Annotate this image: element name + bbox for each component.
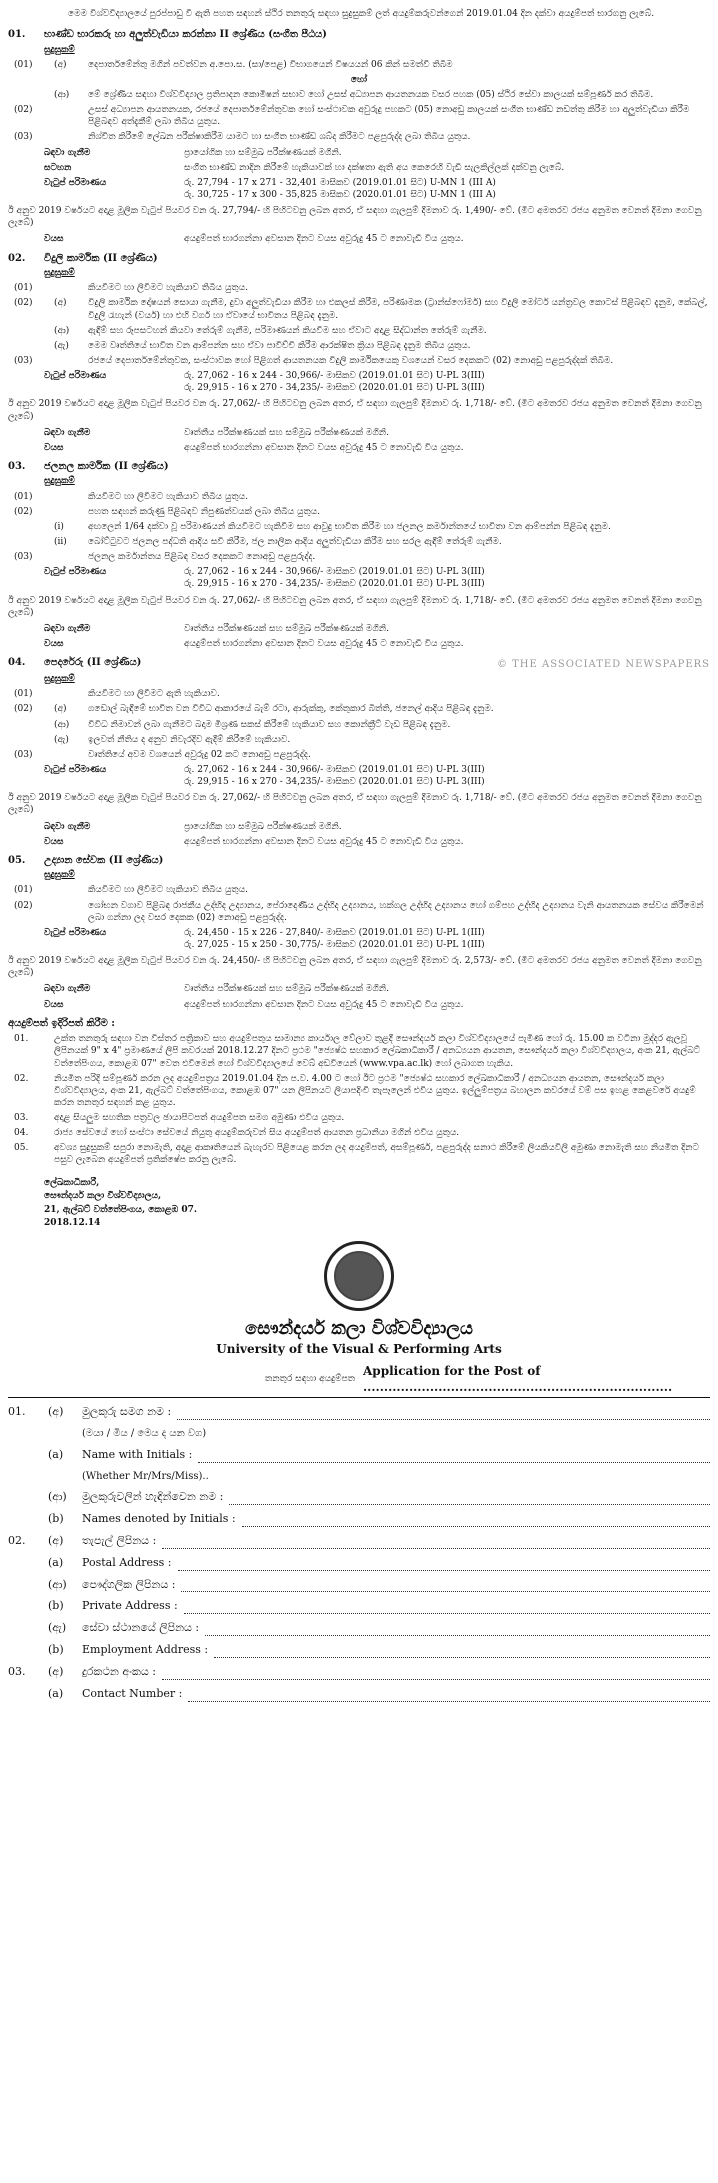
item-number: (03)	[14, 132, 33, 143]
section-heading	[8, 252, 710, 266]
item-text: ශෝභන වගාව පිළිබඳ රාජකීය උද්භිද උද්‍යානය, පේරාදෙණිය උද්භිද උද්‍යානය, හක්ගල උද්භිද උද්‍යානය හෝ ගම්පහ උද්භිද උද්‍යානය වැනි ආයතනයක සේවය කිරීමෙන් ලබා ගන්නා ලද වසර දෙකක (02) නොඅඩු පළපුරුද්ද.	[88, 900, 704, 923]
value-line: වෘත්තීය පරීක්ෂණයක් සහ සම්මුඛ පරීක්ෂණයක් මගිනි.	[184, 623, 389, 634]
form-label: Contact Number :	[82, 1686, 183, 1700]
apply-item	[8, 1073, 710, 1109]
item-number: (03)	[14, 749, 33, 760]
form-field-row	[8, 1534, 710, 1549]
value-line: අයදුම්පත් භාරගන්නා අවසාන දිනට වයස අවුරුදු 45 ට නොවැඩි විය යුතුය.	[184, 999, 464, 1010]
or-separator: හෝ	[350, 74, 368, 85]
value-line: ප්‍රායෝගික හා සම්මුඛ පරීක්ෂණයක් මගිනි.	[184, 147, 342, 158]
item-number: (03)	[14, 355, 33, 366]
form-number: 02.	[8, 1533, 26, 1547]
section-number: 05.	[8, 854, 26, 866]
section-heading	[8, 854, 710, 868]
item-letter: (ආ)	[54, 325, 70, 336]
item-text: ගඩොල් බැඳීමේ භාවිත වන විවිධ ආකාරයේ බැම් රටා, ආරුක්කු, කේතුකාර බිත්ති, ජනෙල් ආදිය පිළිබඳ දැනුම.	[88, 704, 494, 715]
value-line: රු. 29,915 - 16 x 270 - 34,235/- මාසිකව (2020.01.01 සිට) U-PL 3(III)	[184, 777, 485, 788]
qualifications-heading: සුදුසුකම්	[44, 870, 75, 881]
item-number: (02)	[14, 298, 33, 309]
qualification-item	[8, 536, 710, 548]
qualification-item	[8, 900, 710, 924]
item-number: 05.	[14, 1143, 29, 1154]
vacancy-section	[8, 252, 710, 454]
item-text: වෘත්තියේ අවම වශයෙන් අවුරුදු 02 කට නොඅඩු පළපුරුද්ද.	[88, 749, 311, 760]
key-value-row	[44, 233, 710, 245]
section-title: භාණ්ඩ භාරකරු හා අලුත්වැඩියා කරන්නා II ශ්‍රේණිය (සංගීත පීඨය)	[44, 29, 327, 41]
section-heading	[8, 28, 710, 42]
form-field-row	[8, 1490, 710, 1505]
field-value	[184, 162, 710, 174]
field-value	[184, 927, 710, 951]
field-label: බඳවා ගැනීම	[44, 821, 91, 832]
section-title: ජලනල කාර්මික (II ශ්‍රේණිය)	[44, 460, 169, 472]
form-field-row	[8, 1643, 710, 1658]
salary-note: ඊ අනුව 2019 වර්ෂයට අදාළ මූලික වැටුප් පියවර වන රු. 27,062/- හි පිහිටවනු ලබන අතර, ඒ සඳහා ගැලපුම් දීමනාව රු. 1,718/- වේ. (මීට අමතරව රජය අනුමත වෙනත් දීමනා ගෙවනු ලැබේ)	[8, 793, 702, 816]
item-text: විවිධ නිමාවන් ලබා ගැනීමට බදාම මිශ්‍රණ සකස් කිරීමේ හැකියාව සහ කොන්ක්‍රීට් වැඩ පිළිබඳ දැනුම.	[88, 719, 451, 730]
item-text: නිශ්චිත කිරීමේ ලේඛන පරීක්ෂාකිරීම යාමට හා සංගීත භාණ්ඩ ශබ්ද කිරීමට පළපුරුද්ද ලබා තිබිය යුතුය.	[88, 132, 471, 143]
form-label: Names denoted by Initials :	[82, 1512, 236, 1526]
divider	[8, 1397, 710, 1398]
form-field-row	[8, 1665, 710, 1680]
item-letter: (අ)	[54, 59, 67, 70]
form-label: Employment Address :	[82, 1643, 209, 1657]
key-value-row	[44, 983, 710, 995]
item-letter	[54, 688, 88, 700]
form-label: Private Address :	[82, 1599, 178, 1613]
item-text: පහත සඳහන් කරුණු පිළිබඳව නිපුණත්වයක් ලබා තිබිය යුතුය.	[88, 506, 321, 517]
item-number: (01)	[14, 885, 33, 896]
field-value	[184, 370, 710, 394]
apply-item	[8, 1127, 710, 1139]
item-text: කියවීමට හා ලිවීමට ඇති හැකියාව.	[88, 689, 220, 700]
field-label: සටහන	[44, 162, 72, 173]
field-value	[184, 638, 710, 650]
field-label: වැටුප් පරිමාණය	[44, 567, 107, 578]
section-title: උද්‍යාන සේවක (II ශ්‍රේණිය)	[44, 854, 164, 866]
watermark-text: © THE ASSOCIATED NEWSPAPERS	[496, 658, 710, 670]
form-letter: (ආ)	[48, 1577, 67, 1591]
value-line: රු. 27,025 - 15 x 250 - 30,775/- මාසිකව (2020.01.01 සිට) U-PL 1(III)	[184, 940, 485, 951]
field-label: බඳවා ගැනීම	[44, 984, 91, 995]
item-letter	[54, 104, 88, 128]
form-label: තැපැල් ලිපිනය :	[82, 1533, 157, 1547]
value-line: රු. 27,062 - 16 x 244 - 30,966/- මාසිකව (2019.01.01 සිට) U-PL 3(III)	[184, 371, 485, 382]
value-line: අයදුම්පත් භාරගන්නා අවසාන දිනට වයස අවුරුදු 45 ට නොවැඩි විය යුතුය.	[184, 442, 464, 453]
item-letter	[54, 131, 88, 143]
form-letter: (අ)	[48, 1405, 64, 1419]
key-value-row	[44, 821, 710, 833]
university-name-english: University of the Visual & Performing Arts	[216, 1341, 502, 1356]
qualification-item	[8, 104, 710, 128]
form-blank-line	[178, 1560, 710, 1571]
form-label: පෞද්ගලික ලිපිනය :	[82, 1577, 176, 1591]
item-text: අවශ්‍ය සුදුසුකම් සපුරා නොමැති, අදාළ ආකෘතියෙන් බැහැරව පිළියෙළ කරන ලද අයදුම්පත්, අසම්පූර්ණ, පළපුරුද්ද සනාථ කිරීමේ ලියකියවිලි අමුණා නොමැති සහ නියමිත දිනට පසුව ලැබෙන අයදුම්පත් ප්‍රතික්ෂේප කරනු ලැබේ.	[54, 1143, 699, 1166]
key-value-row	[44, 442, 710, 454]
item-text: උක්ත තනතුරු සඳහා වන විස්තර පත්‍රිකාව සහ අයදුම්පතුය සාමාන්‍ය කාර්යාල වේලාව තුළදී සෞන්දර්ය කලා විශ්වවිද්‍යාලයේ පැමිණ හෝ රු. 15.00 ක වටිනා මුද්දර ඇලවූ ලිපිනයක් 9" x 4" ප්‍රමාණයේ ලිපි කවරයක් 2018.12.27 දිනට ප්‍රථම "ජ්‍යෙෂ්ඨ සහකාර ලේඛකාධිකාරී / අනධ්‍යයන ආයතන, සෞන්දර්ය කලා විශ්වවිද්‍යාලය, අංක 21, ඇල්බට් වත්තේපිංගය, කොළඹ 07" වෙත එවීමෙන් හෝ විශ්වවිද්‍යාලයේ වෙබ් අඩවියෙන් (www.vpa.ac.lk) හෝ ලබාගත හැකිය.	[54, 1034, 701, 1069]
key-value-row	[44, 927, 710, 951]
item-text: බෝට්ටුවට ජලනල පද්ධති ආදිය සවි කිරීම, ජල නාලික ආදිය අලුත්වැඩියා කිරීම සහ සරල ඇඳීම් තේරුම් ගැනීම.	[88, 537, 502, 547]
key-value-row	[44, 370, 710, 394]
form-label: මුලකුරු සමග නම :	[82, 1405, 172, 1419]
item-number: 01.	[14, 1034, 29, 1045]
form-field-row	[8, 1448, 710, 1463]
item-text: නියමිත පරිදි සම්පූර්ණ කරන ලද අයදුම්පත්‍රය 2019.01.04 දින ප.ව. 4.00 ට හෝ ඊට ප්‍රථම "ජ්‍යෙෂ්ඨ සහකාර ලේඛකාධිකාරී / අනධ්‍යයන ආයතන, සෞන්දර්ය කලා විශ්වවිද්‍යාලය, අංක 21, ඇල්බට් වත්තේපිංගය, කොළඹ 07" යන ලිපිනයට ලියාපදිංචි තැපෑලෙන් එවිය යුතුය. ඉල්ලුම්පත්‍රය බහාලන කවරයේ වම් පස ඉහළ කෙළවරේ අයදුම් කරන තනතුර සඳහන් කළ යුතුය.	[54, 1073, 696, 1108]
university-name-sinhala: සෞන්දර්ය කලා විශ්වවිද්‍යාලය	[245, 1317, 473, 1339]
item-number	[8, 521, 54, 533]
form-field-row	[8, 1512, 710, 1527]
vacancy-section	[8, 460, 710, 650]
item-number: (02)	[14, 704, 33, 715]
item-letter	[54, 506, 88, 518]
form-field-row	[8, 1687, 710, 1702]
field-label: වයස	[44, 638, 64, 649]
application-heading	[8, 1363, 710, 1395]
form-blank-line	[162, 1669, 710, 1680]
item-letter: (අ)	[54, 704, 67, 715]
item-text: රාජ්‍ය සේවයේ හෝ සංස්ථා සේවයේ නියුතු අයදුම්කරුවන් සිය අයදුම්පත් ආයතන ප්‍රධානියා මගින් එවිය යුතුය.	[54, 1128, 460, 1139]
application-form	[8, 1405, 710, 1701]
value-line: රු. 27,062 - 16 x 244 - 30,966/- මාසිකව (2019.01.01 සිට) U-PL 3(III)	[184, 764, 485, 775]
item-text: දෙපාර්තමේන්තු මගින් පවත්වන අ.පො.ස. (සා/පෙළ) විභාගයෙන් විෂයයන් 06 කින් සමත්වී තිබීම	[88, 59, 453, 70]
field-label: වයස	[44, 999, 64, 1010]
form-letter: (b)	[48, 1512, 64, 1526]
key-value-row	[44, 764, 710, 788]
qualification-item	[8, 340, 710, 352]
form-label: සේවා ස්ථානයේ ලිපිනය :	[82, 1621, 200, 1635]
item-text: මෙම වෘත්තියේ භාවිත වන ආම්පන්න සහ ඒවා පාවිච්චි කිරීම ආරක්ෂිත ක්‍රියා පිළිබඳ දැනුම තිබිය යුතුය.	[88, 340, 471, 351]
qualification-item	[8, 89, 710, 101]
key-value-row	[44, 836, 710, 848]
item-number: (02)	[14, 900, 33, 911]
qualification-item	[8, 688, 710, 700]
item-number: (03)	[14, 552, 33, 563]
qualification-item	[8, 719, 710, 731]
form-blank-line	[184, 1603, 710, 1614]
item-text: කියවීමට හා ලිවීමට හැකියාව තිබිය යුතුය.	[88, 885, 248, 896]
value-line: සංගීත භාණ්ඩ නාදින කිරීමේ හැකියාවක් හා දක්ෂතා ඇති අය කෙරෙහි වැඩි සැලකිල්ලක් දක්වනු ලැබේ.	[184, 162, 565, 173]
qualification-item	[8, 884, 710, 896]
qualification-item	[8, 282, 710, 294]
salary-note: ඊ අනුව 2019 වර්ෂයට අදාළ මූලික වැටුප් පියවර වන රු. 27,062/- හි පිහිටවනු ලබන අතර, ඒ සඳහා ගැලපුම් දීමනාව රු. 1,718/- වේ. (මීට අමතරව රජය අනුමත වෙනත් දීමනා ගෙවනු ලැබේ)	[8, 595, 702, 618]
value-line: අයදුම්පත් භාරගන්නා අවසාන දිනට වයස අවුරුදු 45 ට නොවැඩි විය යුතුය.	[184, 638, 464, 649]
field-label: වැටුප් පරිමාණය	[44, 177, 107, 188]
qualification-item	[8, 355, 710, 367]
item-number	[8, 734, 54, 746]
item-number	[8, 719, 54, 731]
value-line: රු. 29,915 - 16 x 270 - 34,235/- මාසිකව (2020.01.01 සිට) U-PL 3(III)	[184, 383, 485, 394]
form-letter: (b)	[48, 1643, 64, 1657]
item-text: ජලනල කර්මාන්තය පිළිබඳ වසර දෙකකට නොඅඩු පළපුරුද්ද.	[88, 552, 316, 563]
value-line: රු. 29,915 - 16 x 270 - 34,235/- මාසිකව (2020.01.01 සිට) U-PL 3(III)	[184, 579, 485, 590]
item-letter	[54, 900, 88, 924]
item-letter: (ii)	[54, 537, 67, 547]
value-line: රු. 27,794 - 17 x 271 - 32,401 මාසිකව (2019.01.01 සිට) U-MN 1 (III A)	[184, 177, 496, 188]
application-title: Application for the Post of ..........................................................................	[363, 1364, 673, 1395]
item-number: 04.	[14, 1128, 29, 1139]
apply-title: අයදුම්පත් ඉදිරිපත් කිරීම :	[8, 1017, 115, 1029]
field-value	[184, 764, 710, 788]
item-letter: (i)	[54, 521, 64, 532]
item-text: මේ ශ්‍රේණිය සඳහා විශ්වවිද්‍යාල ප්‍රතිපාදන කොමිෂන් සභාව හෝ උසස් අධ්‍යාපන ආයතනයක වසර පහක (05) ස්ථිර සේවා කාලයක් සම්පූර්ණ කර තිබීම.	[88, 90, 654, 101]
key-value-row	[44, 999, 710, 1011]
form-number: 03.	[8, 1664, 26, 1678]
section-number: 04.	[8, 657, 26, 669]
qualification-item	[8, 491, 710, 503]
form-letter: (ආ)	[48, 1490, 67, 1504]
item-letter	[54, 491, 88, 503]
field-label: වැටුප් පරිමාණය	[44, 371, 107, 382]
salary-note: ඊ අනුව 2019 වර්ෂයට අදාළ මූලික වැටුප් පියවර වන රු. 27,062/- හි පිහිටවනු ලබන අතර, ඒ සඳහා ගැලපුම් දීමනාව රු. 1,718/- වේ. (මීට අමතරව රජය අනුමත වෙනත් දීමනා ගෙවනු ලැබේ)	[8, 399, 702, 422]
form-blank-line	[177, 1409, 710, 1420]
form-note: (Whether Mr/Mrs/Miss)..	[82, 1470, 209, 1482]
qualification-item	[8, 551, 710, 563]
item-number: 03.	[14, 1113, 29, 1124]
qualification-item	[8, 703, 710, 715]
form-letter: (ඇ)	[48, 1621, 67, 1635]
item-text: කියවීමට හා ලිවීමට හැකියාව තිබිය යුතුය.	[88, 491, 248, 502]
form-letter: (අ)	[48, 1533, 64, 1547]
value-line: වෘත්තීය පරීක්ෂණයක් සහ සම්මුඛ පරීක්ෂණයක් මගිනි.	[184, 427, 389, 438]
value-line: රු. 27,062 - 16 x 244 - 30,966/- මාසිකව (2019.01.01 සිට) U-PL 3(III)	[184, 567, 485, 578]
qualifications-heading: සුදුසුකම්	[44, 674, 75, 685]
qualifications-heading: සුදුසුකම්	[44, 44, 75, 55]
form-letter: (b)	[48, 1599, 64, 1613]
field-value	[184, 566, 710, 590]
item-number	[8, 340, 54, 352]
field-value	[184, 836, 710, 848]
item-number: 02.	[14, 1073, 29, 1084]
university-logo-icon	[324, 1241, 394, 1311]
field-label: වැටුප් පරිමාණය	[44, 927, 107, 938]
key-value-row	[44, 147, 710, 159]
value-line: රු. 30,725 - 17 x 300 - 35,825 මාසිකව (2020.01.01 සිට) U-MN 1 (III A)	[184, 190, 496, 201]
key-value-row	[44, 638, 710, 650]
value-line: රු. 24,450 - 15 x 226 - 27,840/- මාසිකව (2019.01.01 සිට) U-PL 1(III)	[184, 927, 485, 938]
field-value	[184, 233, 710, 245]
form-field-row	[8, 1578, 710, 1593]
form-field-row	[8, 1556, 710, 1571]
form-label: දුරකථන අංකය :	[82, 1664, 156, 1678]
item-number	[8, 89, 54, 101]
salary-note: ඊ අනුව 2019 වර්ෂයට අදාළ මූලික වැටුප් පියවර වන රු. 24,450/- හි පිහිටවනු ලබන අතර, ඒ සඳහා ගැලපුම් දීමනාව රු. 2,573/- වේ. (මීට අමතරව රජය අනුමත වෙනත් දීමනා ගෙවනු ලැබේ)	[8, 956, 702, 979]
salary-note: ඊ අනුව 2019 වර්ෂයට අදාළ මූලික වැටුප් පියවර වන රු. 27,794/- හි පිහිටවනු ලබන අතර, ඒ සඳහා ගැලපුම් දීමනාව රු. 1,490/- වේ. (මීට අමතරව රජය අනුමත වෙනත් දීමනා ගෙවනු ලැබේ)	[8, 206, 702, 229]
key-value-row	[44, 427, 710, 439]
field-label: වයස	[44, 234, 64, 245]
form-blank-line	[229, 1494, 710, 1505]
value-line: අයදුම්පත් භාරගන්නා අවසාන දිනට වයස අවුරුදු 45 ට නොවැඩි විය යුතුය.	[184, 836, 464, 847]
form-blank-line	[181, 1581, 710, 1592]
application-subtitle: තනතුර සඳහා අයදුම්පත	[264, 1374, 355, 1385]
qualification-item	[8, 131, 710, 143]
item-letter	[54, 551, 88, 563]
item-number: (01)	[14, 491, 33, 502]
apply-items	[8, 1033, 710, 1166]
field-value	[184, 983, 710, 995]
form-blank-line	[162, 1538, 710, 1549]
field-value	[184, 623, 710, 635]
apply-item	[8, 1142, 710, 1166]
item-letter: (ආ)	[54, 719, 70, 730]
item-number: (01)	[14, 59, 33, 70]
item-letter: (ඇ)	[54, 340, 69, 351]
form-letter: (a)	[48, 1447, 64, 1461]
section-number: 02.	[8, 252, 26, 264]
form-label: Postal Address :	[82, 1555, 172, 1569]
form-blank-line	[242, 1516, 710, 1527]
apply-item	[8, 1112, 710, 1124]
field-value	[184, 177, 710, 201]
item-text: ඉලවත් නීතිය ද අනුව නිවැරදිව ඇදීම් කිරීමේ හැකියාව.	[88, 734, 291, 745]
item-number: (02)	[14, 506, 33, 517]
form-blank-line	[198, 1452, 710, 1463]
signoff-line: 21, ඇල්බට් වත්තේපිංගය, කොළඹ 07.	[44, 1204, 198, 1215]
item-text: කියවීමට හා ලිවීමට හැකියාව තිබිය යුතුය.	[88, 283, 248, 294]
form-field-row	[8, 1621, 710, 1636]
qualification-item	[8, 749, 710, 761]
item-text: උසස් අධ්‍යාපන ආයතනයක, රජයේ දෙපාර්තමේන්තුවක හෝ සංස්ථාවක අවුරුදු පහකට (05) නොඅඩු කාලයක් සංගීත භාණ්ඩ නඩත්තු කිරීම හා අලුත්වැඩියා කිරීම පිළිබඳව අත්දැකීම් ලබා තිබිය යුතුය.	[88, 105, 690, 128]
value-line: වෘත්තීය පරීක්ෂණයක් සහ සම්මුඛ පරීක්ෂණයක් මගිනි.	[184, 984, 389, 995]
form-letter: (a)	[48, 1555, 64, 1569]
field-value	[184, 442, 710, 454]
item-letter: (ඇ)	[54, 734, 69, 745]
field-label: වයස	[44, 442, 64, 453]
key-value-row	[44, 177, 710, 201]
signoff-block	[44, 1177, 710, 1231]
qualification-item	[8, 325, 710, 337]
item-letter: (අ)	[54, 298, 67, 309]
vacancy-section	[8, 854, 710, 1011]
item-text: රජයේ දෙපාර්තමේන්තුවක, සංස්ථාවක හෝ පිළිගත් ආයතනයක විදුලි කාර්මිකයෙකු වශයෙන් වසර දෙකකට (02) නොඅඩු පළපුරුද්දක් තිබීම.	[88, 355, 614, 366]
form-letter: (a)	[48, 1686, 64, 1700]
intro-paragraph: මෙම විශ්වවිද්‍යාලයේ පුරප්පාඩු වී ඇති පහත සඳහන් ස්ථිර තනතුරු සඳහා සුදුසුකම් ලත් අයදුම්කරුවන්ගෙන් 2019.01.04 දින දක්වා අයදුම්පත් භාරගනු ලැබේ.	[68, 9, 655, 19]
item-text: අඟලෙන් 1/64 දක්වා වූ පරිමාණයන් කියවීමට හැකිවීම සහ ආවුදු භාවිත කිරීම හා ජලනල කර්මාන්තයේ භාවිතා වන ආම්පන්න පිළිබඳ දැනුම.	[88, 521, 611, 532]
vacancy-section	[8, 28, 710, 245]
section-number: 03.	[8, 460, 26, 472]
qualifications-heading: සුදුසුකම්	[44, 476, 75, 487]
qualification-item	[8, 297, 710, 321]
section-title: විදුලි කාර්මික (II ශ්‍රේණිය)	[44, 252, 158, 264]
vacancy-section	[8, 656, 710, 848]
vacancy-sections	[8, 28, 710, 1011]
field-value	[184, 427, 710, 439]
apply-item	[8, 1033, 710, 1069]
value-line: අයදුම්පත් භාරගන්නා අවසාන දිනට වයස අවුරුදු 45 ට නොවැඩි විය යුතුය.	[184, 234, 464, 245]
apply-section	[8, 1017, 710, 1167]
item-letter	[54, 355, 88, 367]
form-blank-line	[188, 1691, 710, 1702]
section-heading	[8, 460, 710, 474]
field-value	[184, 999, 710, 1011]
field-label: බඳවා ගැනීම	[44, 623, 91, 634]
field-label: වැටුප් පරිමාණය	[44, 764, 107, 775]
item-letter	[54, 884, 88, 896]
section-number: 01.	[8, 29, 26, 41]
signoff-line: සෞන්දර්ය කලා විශ්වවිද්‍යාලය,	[44, 1191, 162, 1202]
item-text: විදුලි කාර්මික දෝෂයන් සොයා ගැනීම, දුවා අලුත්වැඩියා කිරීම හා එකලස් කිරීම, පරිණාමක (ට්‍රාන්ස්ෆෝමර්) සහ විදුලි මෝටර් යන්ත්‍රවල කොටස් පිළිබඳව දැනුම, කේබල්, විදුලි රැහැන් (වයර්) හා එහි වර්ග හා ඒවායේ භාවිතය පිළිබඳ දැනුම.	[88, 298, 708, 321]
signoff-line: ලේඛකාධිකාරී,	[44, 1177, 100, 1188]
field-value	[184, 821, 710, 833]
value-line: ප්‍රායෝගික හා සම්මුඛ පරීක්ෂණයක් මගිනි.	[184, 821, 342, 832]
item-letter	[54, 282, 88, 294]
item-letter: (ආ)	[54, 90, 70, 101]
item-letter	[54, 749, 88, 761]
field-label: බඳවා ගැනීම	[44, 147, 91, 158]
item-number	[8, 536, 54, 548]
qualification-item	[8, 506, 710, 518]
item-number: (01)	[14, 283, 33, 294]
form-blank-line	[214, 1647, 710, 1658]
signoff-line: 2018.12.14	[44, 1218, 101, 1229]
field-label: බඳවා ගැනීම	[44, 427, 91, 438]
form-field-row	[8, 1599, 710, 1614]
field-value	[184, 147, 710, 159]
item-number	[8, 325, 54, 337]
key-value-row	[44, 566, 710, 590]
section-title: පෙදරේරු (II ශ්‍රේණිය)	[44, 657, 142, 669]
form-letter: (අ)	[48, 1664, 64, 1678]
form-field-row	[8, 1405, 710, 1420]
item-number: (01)	[14, 689, 33, 700]
item-number: (02)	[14, 105, 33, 116]
form-label: මුලකුරුවලින් හැඳින්වෙන නම :	[82, 1490, 224, 1504]
form-label: Name with Initials :	[82, 1447, 193, 1461]
field-label: වයස	[44, 836, 64, 847]
qualification-item	[8, 521, 710, 533]
item-text: අදාළ සියලුම සහතික පත්‍රවල ඡායාපිටපත් අයදුම්පත සමග අමුණා එවිය යුතුය.	[54, 1113, 345, 1124]
qualification-item	[8, 59, 710, 71]
qualifications-heading: සුදුසුකම්	[44, 268, 75, 279]
qualification-item	[8, 734, 710, 746]
key-value-row	[44, 162, 710, 174]
form-note: (මයා / මිය / මෙය ද යන වග)	[82, 1428, 207, 1440]
item-text: ඇඳීම් සහ රූපසටහන් කියවා තේරුම් ගැනීම, පරිමාණයන් කියවීම සහ ඒවාට අදාළ සිද්ධාන්ත තේරුම් ගැනීම.	[88, 325, 487, 336]
form-blank-line	[205, 1625, 710, 1636]
key-value-row	[44, 623, 710, 635]
form-number: 01.	[8, 1405, 26, 1419]
